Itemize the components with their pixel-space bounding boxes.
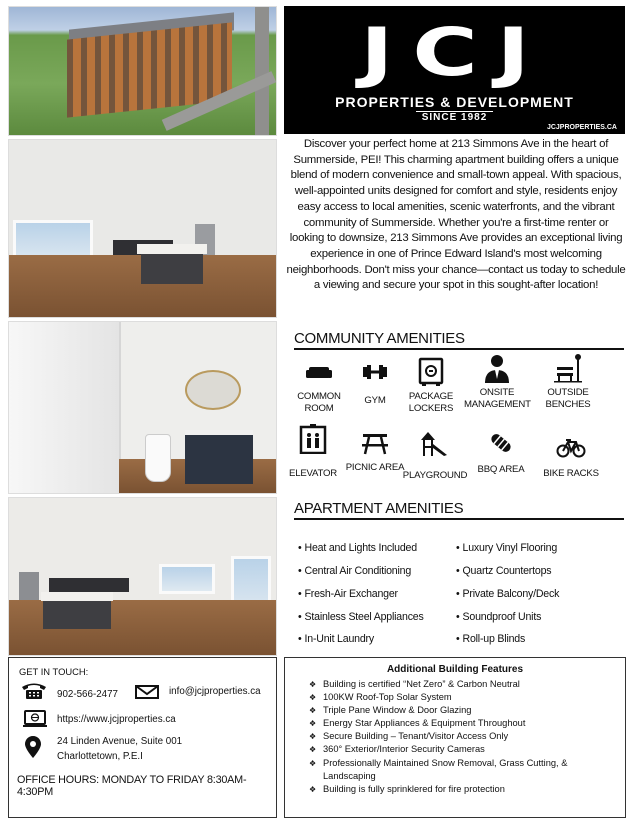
picnic-table-icon [360, 428, 390, 458]
bbq-icon [486, 428, 516, 458]
email-icon [135, 685, 159, 699]
community-amenities-heading: COMMUNITY AMENITIES [294, 330, 624, 350]
amenity-common-room: COMMON ROOM [286, 357, 352, 414]
contact-box [8, 657, 277, 818]
dumbbell-icon [360, 357, 390, 387]
apt-amenity-item: • Quartz Countertops [456, 565, 551, 577]
sofa-icon [304, 357, 334, 387]
contact-address-line1: 24 Linden Avenue, Suite 001 [57, 736, 183, 747]
company-logo [284, 6, 625, 134]
feature-item: ❖ Energy Star Appliances & Equipment Throughout [309, 717, 609, 730]
contact-address-line2: Charlottetown, P.E.I [57, 751, 143, 762]
amenity-bike-racks: BIKE RACKS [538, 432, 604, 480]
kitchen-living-photo [8, 139, 277, 318]
amenity-onsite-management: ONSITE MANAGEMENT [464, 353, 530, 410]
elevator-icon [298, 424, 328, 454]
phone-icon [21, 682, 47, 700]
manager-icon [482, 353, 512, 383]
feature-item: ❖ Secure Building – Tenant/Visitor Access Only [309, 730, 609, 743]
safe-icon [416, 357, 446, 387]
contact-phone[interactable]: 902-566-2477 [57, 689, 119, 700]
apt-amenity-item: • Central Air Conditioning [298, 565, 411, 577]
bicycle-icon [556, 432, 586, 462]
contact-title: GET IN TOUCH: [19, 666, 89, 677]
apartment-amenities-heading: APARTMENT AMENITIES [294, 500, 624, 520]
open-living-photo [8, 497, 277, 656]
feature-item: ❖ Triple Pane Window & Door Glazing [309, 704, 609, 717]
feature-item: ❖ Building is certified “Net Zero” & Carbon Neutral [309, 678, 609, 691]
logo-url: JCJPROPERTIES.CA [546, 124, 617, 131]
amenity-package-lockers: PACKAGE LOCKERS [398, 357, 464, 414]
additional-features-box [284, 657, 626, 818]
bathroom-photo [8, 321, 277, 494]
apt-amenity-item: • In-Unit Laundry [298, 633, 374, 645]
office-hours: OFFICE HOURS: MONDAY TO FRIDAY 8:30AM-4:30PM [17, 774, 247, 798]
feature-item: ❖ Building is fully sprinklered for fire protection [309, 783, 609, 796]
features-list [309, 678, 609, 796]
property-description: Discover your perfect home at 213 Simmons Ave in the heart of Summerside, PEI! This charming apartment building offers a unique blend of modern convenience and small-town appeal. With spacious, well-appointed units designed for comfort and style, residents enjoy easy access to local amenities, scenic waterfronts, and the vibrant community of Summerside. Whether you're a first-time renter or looking to downsize, 213 Simmons Ave provides an exceptional living experience in one of Prince Edward Island's most welcoming neighborhoods. Don't miss your chance—contact us today to schedule a viewing and secure your spot in this sought-after location! [286, 138, 626, 292]
feature-item: ❖ Professionally Maintained Snow Removal, Grass Cutting, & Landscaping [309, 757, 609, 783]
apt-amenity-item: • Stainless Steel Appliances [298, 611, 424, 623]
apt-amenity-item: • Fresh-Air Exchanger [298, 588, 398, 600]
feature-item: ❖ 100KW Roof-Top Solar System [309, 691, 609, 704]
contact-website[interactable]: https://www.jcjproperties.ca [57, 714, 176, 725]
feature-item: ❖ 360° Exterior/Interior Security Cameras [309, 743, 609, 756]
contact-email[interactable]: info@jcjproperties.ca [169, 686, 261, 697]
website-icon [23, 710, 47, 728]
apt-amenity-item: • Soundproof Units [456, 611, 541, 623]
amenity-bbq-area: BBQ AREA [468, 428, 534, 476]
apt-amenity-item: • Luxury Vinyl Flooring [456, 542, 557, 554]
amenity-gym: GYM [342, 357, 408, 407]
logo-wordmark: JCJ [360, 14, 549, 91]
logo-since: SINCE 1982 [284, 112, 625, 123]
amenity-picnic-area: PICNIC AREA [342, 428, 408, 474]
apt-amenity-item: • Roll-up Blinds [456, 633, 525, 645]
features-title: Additional Building Features [386, 664, 524, 675]
logo-subtitle: PROPERTIES & DEVELOPMENT [335, 94, 574, 110]
amenity-playground: PLAYGROUND [402, 428, 468, 482]
location-pin-icon [25, 736, 41, 758]
amenity-elevator: ELEVATOR [280, 424, 346, 480]
apt-amenity-item: • Private Balcony/Deck [456, 588, 559, 600]
apt-amenity-item: • Heat and Lights Included [298, 542, 417, 554]
amenity-outside-benches: OUTSIDE BENCHES [535, 353, 601, 410]
bench-icon [553, 353, 583, 383]
playground-icon [420, 428, 450, 458]
